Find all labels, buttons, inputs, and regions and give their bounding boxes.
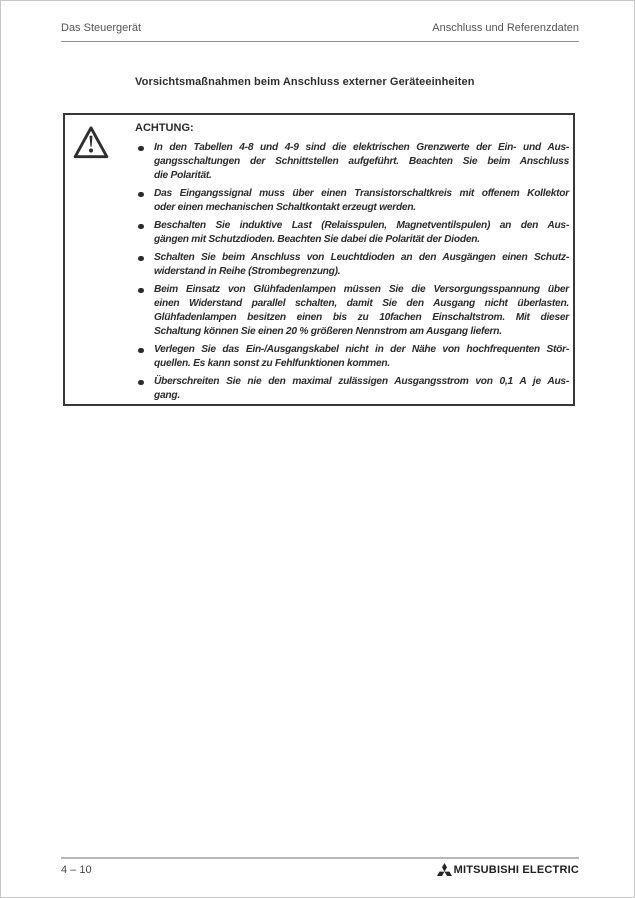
bullet-icon (138, 192, 144, 198)
notice-label: ACHTUNG: (135, 122, 194, 134)
mitsubishi-three-diamonds-icon (437, 863, 452, 876)
header-left-text: Das Steuergerät (61, 22, 142, 34)
page-header (61, 22, 579, 34)
bullet-text: Überschreiten Sie nie den maximal zulässigen Ausgangsstrom von 0,1 A je Aus- gang. (154, 376, 569, 401)
bullet-text: Das Eingangssignal muss über einen Transistorschaltkreis mit offenem Kollektor oder einen mechanischen Schaltkontakt erzeugt werden. (154, 188, 569, 213)
notice-bullet-list (135, 141, 569, 407)
notice-bullet-item (135, 375, 569, 403)
page-footer (61, 863, 579, 876)
bullet-icon (138, 256, 144, 262)
bullet-text: Beschalten Sie induktive Last (Relaisspulen, Magnetventilspulen) an den Aus- gängen mit Schutzdioden. Beachten Sie dabei die Polarität der Dioden. (154, 220, 569, 245)
notice-bullet-item (135, 141, 569, 183)
bullet-icon (138, 288, 144, 294)
header-divider (61, 41, 579, 42)
notice-bullet-item (135, 187, 569, 215)
warning-triangle-icon (73, 124, 109, 162)
section-title: Vorsichtsmaßnahmen beim Anschluss externer Geräteeinheiten (135, 76, 475, 88)
notice-bullet-item (135, 251, 569, 279)
bullet-text: In den Tabellen 4-8 und 4-9 sind die elektrischen Grenzwerte der Ein- und Aus- gangsschaltungen der Schnittstellen aufgeführt. Beachten Sie beim Anschluss die Polarität. (154, 142, 569, 181)
brand-logo (437, 863, 579, 876)
bullet-icon (138, 380, 144, 386)
bullet-text: Verlegen Sie das Ein-/Ausgangskabel nicht in der Nähe von hochfrequenten Stör- quellen. Es kann sonst zu Fehlfunktionen kommen. (154, 344, 569, 369)
footer-divider (61, 857, 579, 859)
brand-name: MITSUBISHI ELECTRIC (453, 863, 579, 876)
bullet-text: Beim Einsatz von Glühfadenlampen müssen Sie die Versorgungsspannung über einen Widerstand parallel schalten, damit Sie den Ausgang nicht überlasten. Glühfadenlampen besitzen einen bis zu 10fachen Einschaltstrom. Mit dieser Schaltung können Sie einen 20 % größeren Nennstrom am Ausgang liefern. (154, 284, 569, 337)
header-right-text: Anschluss und Referenzdaten (432, 22, 579, 34)
warning-box (63, 113, 575, 406)
bullet-text: Schalten Sie beim Anschluss von Leuchtdioden an den Ausgängen einen Schutz- widerstand in Reihe (Strombegrenzung). (154, 252, 569, 277)
notice-bullet-item (135, 343, 569, 371)
bullet-icon (138, 146, 144, 152)
notice-bullet-item (135, 283, 569, 339)
bullet-icon (138, 348, 144, 354)
page-number: 4 – 10 (61, 863, 92, 876)
notice-bullet-item (135, 219, 569, 247)
bullet-icon (138, 224, 144, 230)
